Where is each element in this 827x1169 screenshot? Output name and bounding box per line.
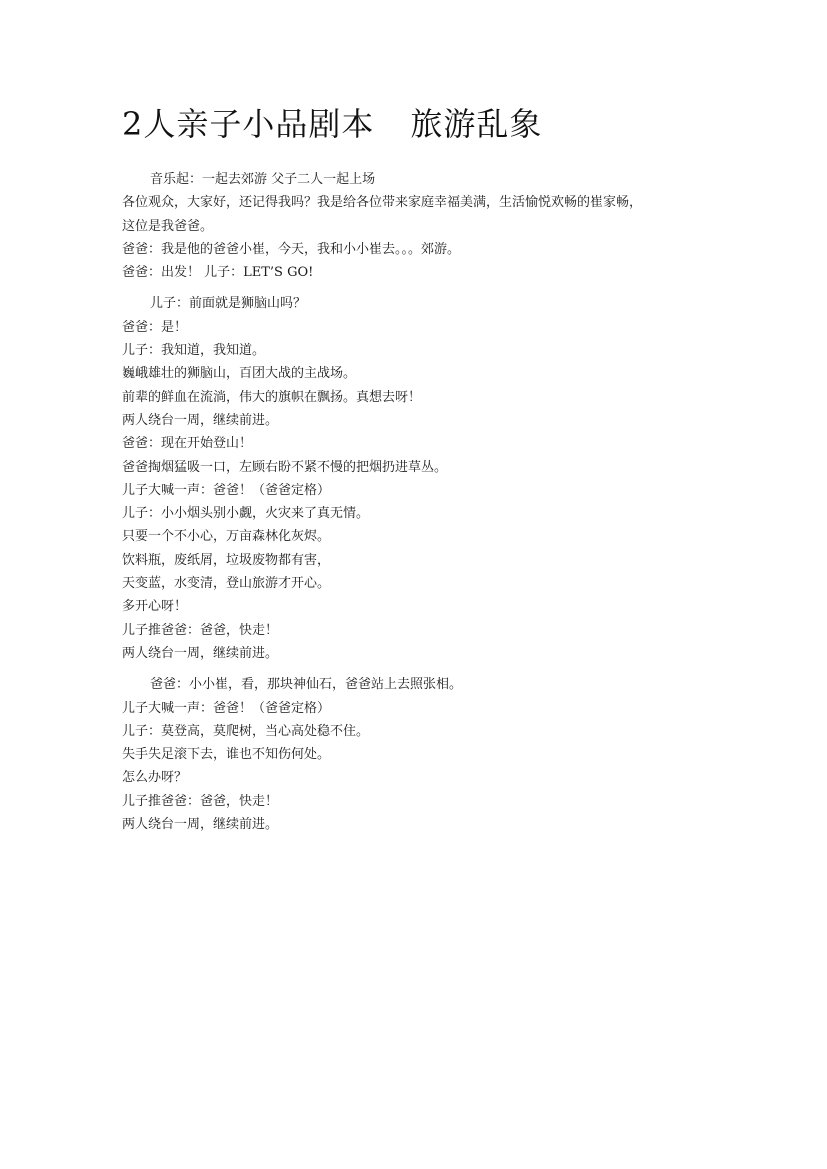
script-line: 多开心呀！ (122, 599, 188, 615)
title-main: 2人亲子小品剧本 (122, 105, 375, 143)
script-line: 两人绕台一周，继续前进。 (122, 645, 279, 661)
script-line: 天变蓝，水变清，登山旅游才开心。 (122, 576, 331, 592)
script-line: 爸爸：出发！ 儿子：LET’S GO! (122, 265, 314, 281)
script-line: 儿子推爸爸：爸爸，快走！ (122, 622, 279, 638)
document-title (122, 102, 542, 146)
script-line: 儿子大喊一声：爸爸！（爸爸定格） (122, 482, 331, 498)
script-line: 只要一个不小心，万亩森林化灰烬。 (122, 529, 331, 545)
script-line: 爸爸掏烟猛吸一口，左顾右盼不紧不慢的把烟扔进草丛。 (122, 459, 448, 475)
script-line: 两人绕台一周，继续前进。 (122, 412, 279, 428)
script-line: 饮料瓶，废纸屑，垃圾废物都有害， (122, 552, 331, 568)
script-body (122, 168, 712, 836)
script-line: 爸爸：是！ (122, 319, 188, 335)
script-line: 失手失足滚下去，谁也不知伤何处。 (122, 747, 331, 763)
script-line: 儿子：前面就是狮脑山吗？ (150, 296, 307, 312)
script-line: 前辈的鲜血在流淌，伟大的旗帜在飘扬。真想去呀！ (122, 389, 422, 405)
script-line: 儿子：莫登高，莫爬树，当心高处稳不住。 (122, 723, 370, 739)
script-line: 巍峨雄壮的狮脑山，百团大战的主战场。 (122, 366, 357, 382)
script-line: 各位观众，大家好，还记得我吗？我是给各位带来家庭幸福美满，生活愉悦欢畅的崔家畅， (122, 195, 643, 211)
script-line: 儿子推爸爸：爸爸，快走！ (122, 793, 279, 809)
script-line: 儿子：小小烟头别小觑，火灾来了真无情。 (122, 506, 370, 522)
title-subtitle: 旅游乱象 (410, 105, 543, 143)
script-line: 两人绕台一周，继续前进。 (122, 817, 279, 833)
script-line: 怎么办呀？ (122, 770, 188, 786)
script-line: 爸爸：我是他的爸爸小崔，今天，我和小小崔去。。。郊游。 (122, 241, 461, 257)
script-line: 儿子：我知道，我知道。 (122, 343, 266, 359)
script-line: 音乐起：一起去郊游 父子二人一起上场 (150, 172, 376, 187)
script-line: 爸爸：现在开始登山！ (122, 436, 253, 452)
script-line: 爸爸：小小崔，看，那块神仙石，爸爸站上去照张相。 (150, 677, 463, 693)
script-line: 儿子大喊一声：爸爸！（爸爸定格） (122, 700, 331, 716)
script-line: 这位是我爸爸。 (122, 218, 214, 234)
